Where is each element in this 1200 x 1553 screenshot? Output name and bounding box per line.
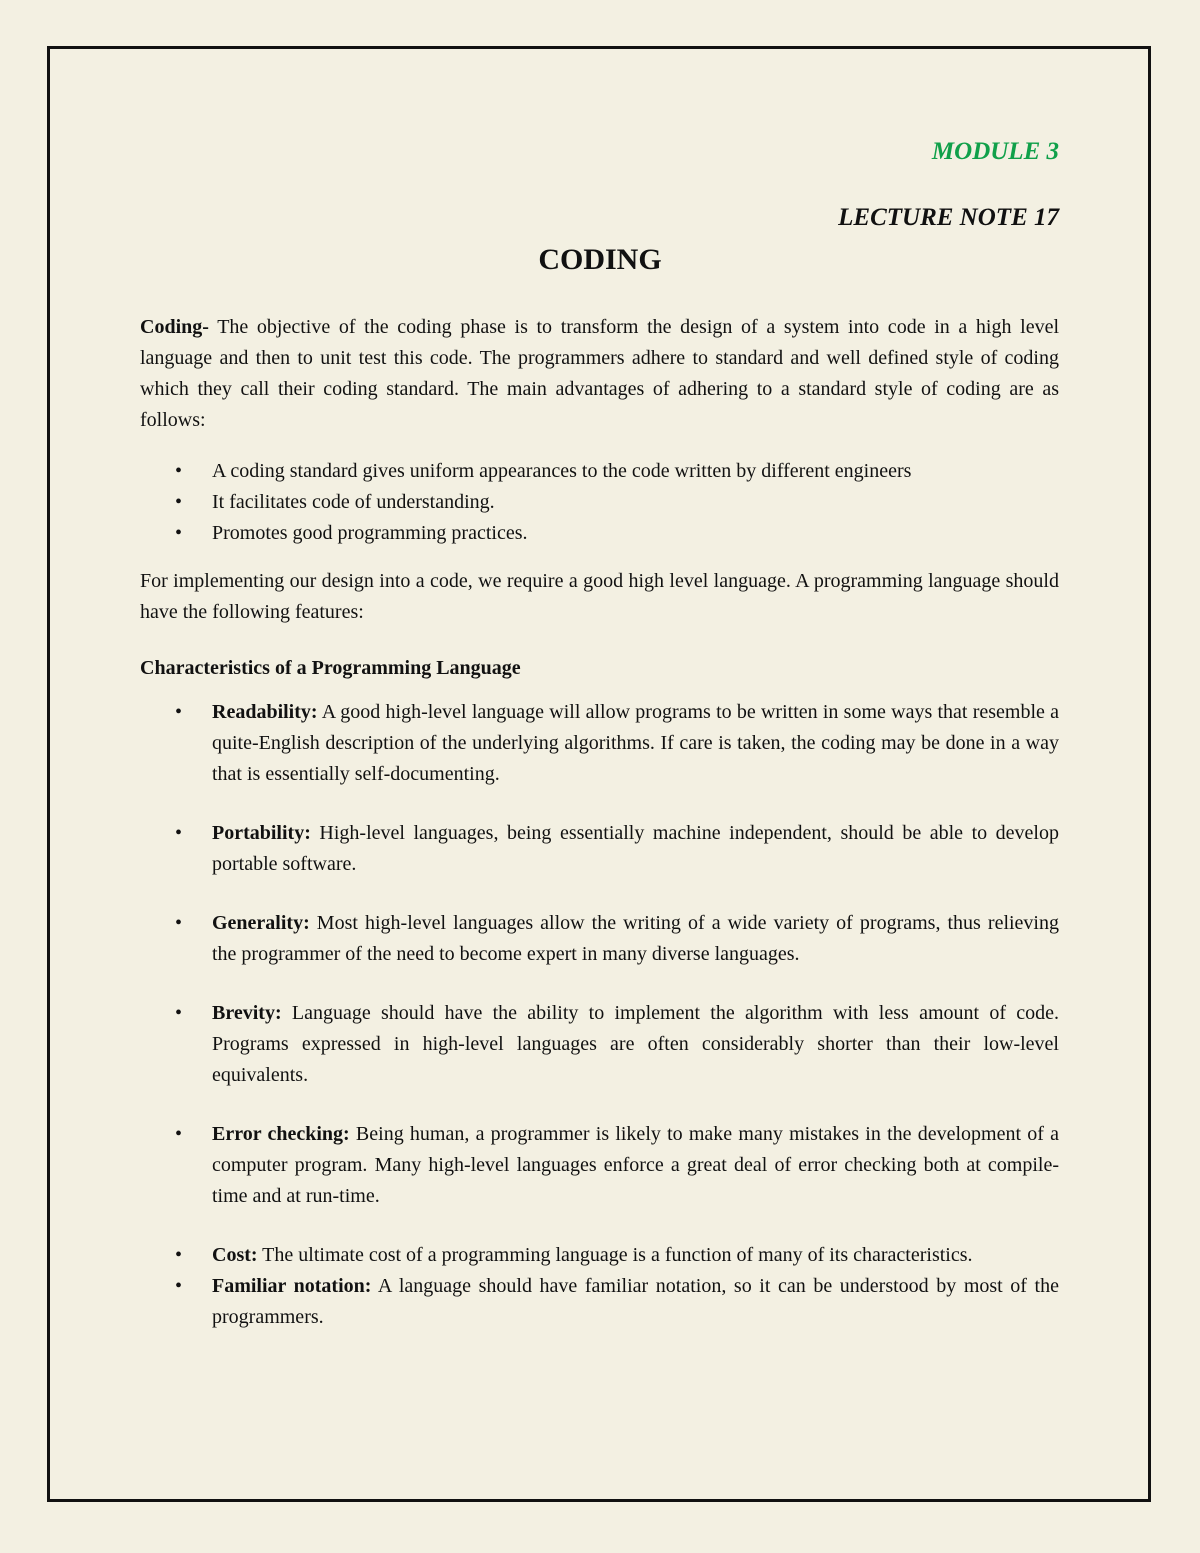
characteristic-term: Error checking: xyxy=(212,1123,350,1145)
characteristic-term: Cost: xyxy=(212,1244,258,1266)
bullet-icon: • xyxy=(175,1123,183,1145)
advantage-text: Promotes good programming practices. xyxy=(212,522,528,544)
list-item xyxy=(140,1119,1059,1212)
list-item xyxy=(140,697,1059,790)
characteristic-text: High-level languages, being essentially machine independent, should be able to develop portable software. xyxy=(212,822,1059,875)
list-item xyxy=(140,1240,1059,1271)
characteristic-text: Being human, a programmer is likely to make many mistakes in the development of a computer program. Many high-level languages enforce a great deal of error checking both at compile-time and at run-time. xyxy=(212,1123,1060,1207)
module-label: MODULE 3 xyxy=(931,138,1059,165)
characteristic-text: Language should have the ability to implement the algorithm with less amount of code. Programs expressed in high-level languages are often considerably shorter than their low-level equivalents. xyxy=(212,1002,1059,1086)
bullet-icon: • xyxy=(175,912,183,934)
list-item xyxy=(140,456,1059,487)
bullet-icon: • xyxy=(175,1002,183,1024)
page-title: CODING xyxy=(538,243,662,276)
characteristic-term: Portability: xyxy=(212,822,311,844)
list-item xyxy=(140,1271,1059,1333)
list-item xyxy=(140,998,1059,1091)
characteristics-list xyxy=(140,697,1059,1333)
characteristic-text: The ultimate cost of a programming language is a function of many of its characteristics. xyxy=(257,1244,973,1266)
bullet-icon: • xyxy=(175,822,183,844)
bullet-icon: • xyxy=(175,491,183,513)
document-body xyxy=(140,312,1059,1333)
intro-term: Coding- xyxy=(140,316,209,338)
list-item xyxy=(140,818,1059,880)
characteristic-term: Familiar notation: xyxy=(212,1275,372,1297)
characteristic-text: A good high-level language will allow programs to be written in some ways that resemble a quite-English description of the underlying algorithms. If care is taken, the coding may be done in a way that is essentially self-documenting. xyxy=(212,701,1059,785)
characteristic-term: Readability: xyxy=(212,701,318,723)
advantage-text: A coding standard gives uniform appearances to the code written by different engineers xyxy=(212,460,912,482)
bullet-icon: • xyxy=(175,701,183,723)
bullet-icon: • xyxy=(175,522,183,544)
advantage-text: It facilitates code of understanding. xyxy=(212,491,495,513)
characteristic-term: Brevity: xyxy=(212,1002,282,1024)
list-item xyxy=(140,518,1059,549)
features-paragraph: For implementing our design into a code, we require a good high level language. A programming language should have the following features: xyxy=(140,570,1059,623)
characteristic-term: Generality: xyxy=(212,912,310,934)
characteristic-text: Most high-level languages allow the writing of a wide variety of programs, thus relieving the programmer of the need to become expert in many diverse languages. xyxy=(212,912,1059,965)
advantages-list xyxy=(140,456,1059,549)
characteristic-text: A language should have familiar notation, so it can be understood by most of the programmers. xyxy=(212,1275,1059,1328)
bullet-icon: • xyxy=(175,1275,183,1297)
intro-text: The objective of the coding phase is to transform the design of a system into code in a high level language and then to unit test this code. The programmers adhere to standard and well defined style of coding which they call their coding standard. The main advantages of adhering to a standard style of coding are as follows: xyxy=(140,316,1059,431)
bullet-icon: • xyxy=(175,460,183,482)
list-item xyxy=(140,487,1059,518)
bullet-icon: • xyxy=(175,1244,183,1266)
intro-paragraph xyxy=(140,312,1059,436)
characteristics-heading: Characteristics of a Programming Language xyxy=(140,657,521,679)
list-item xyxy=(140,908,1059,970)
lecture-label: LECTURE NOTE 17 xyxy=(838,204,1059,231)
